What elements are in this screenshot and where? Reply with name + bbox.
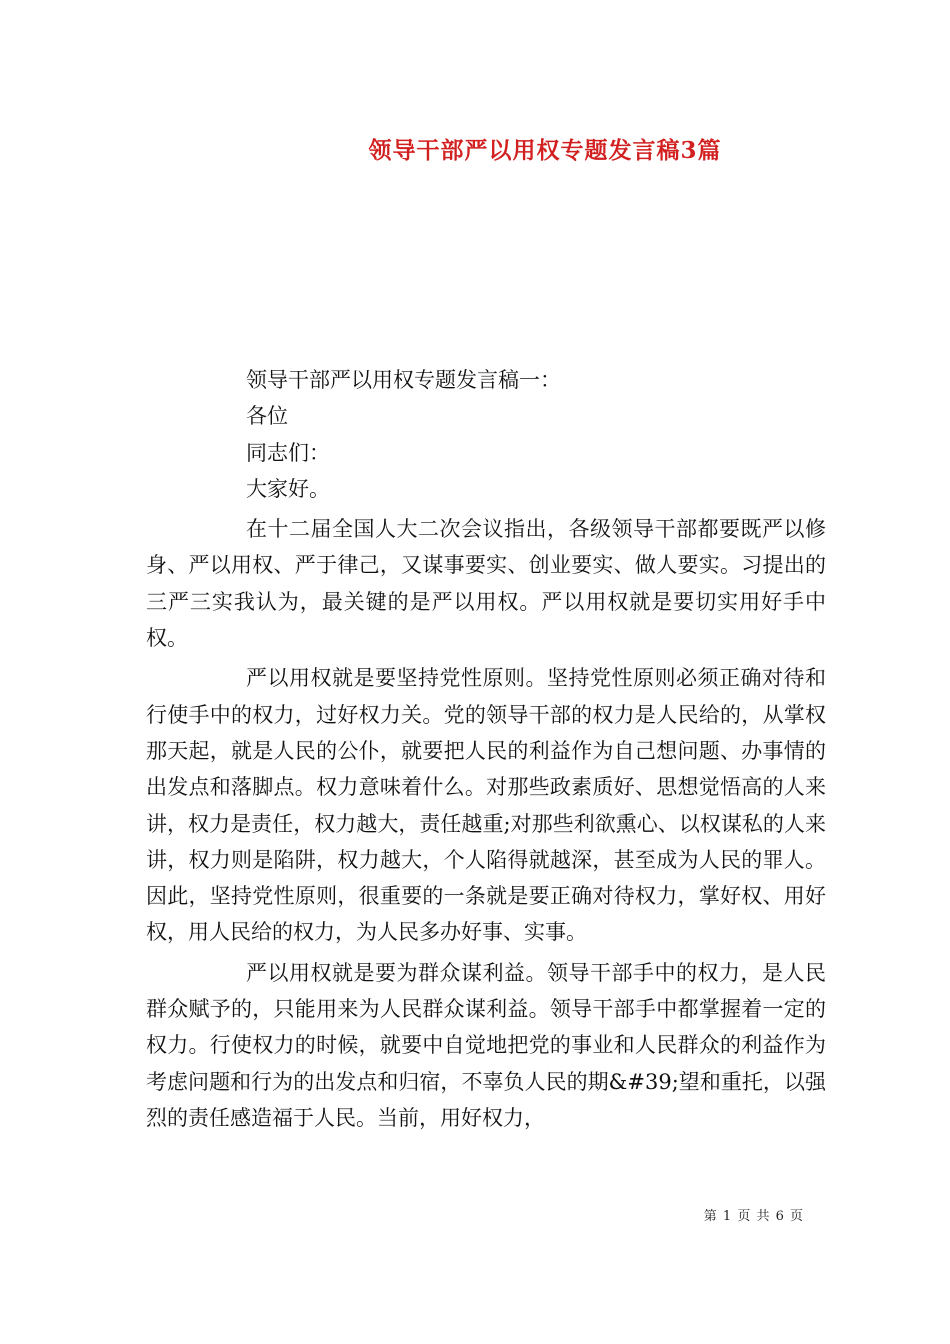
greeting-line: 大家好。: [246, 476, 330, 501]
salutation-line: 同志们：: [246, 440, 330, 465]
salutation-line: 各位: [246, 404, 288, 429]
body-paragraph: 在十二届全国人大二次会议指出，各级领导干部都要既严以修身、严以用权、严于律己，又谋事要实、创业要实、做人要实。习提出的三严三实我认为，最关键的是严以用权。严以用权就是要切实用好手中权。: [146, 517, 826, 651]
body-paragraph: 严以用权就是要坚持党性原则。坚持党性原则必须正确对待和行使手中的权力，过好权力关。党的领导干部的权力是人民给的，从掌权那天起，就是人民的公仆，就要把人民的利益作为自己想问题、办事情的出发点和落脚点。权力意味着什么。对那些政素质好、思想觉悟高的人来讲，权力是责任，权力越大，责任越重;对那些利欲熏心、以权谋私的人来讲，权力则是陷阱，权力越大，个人陷得就越深，甚至成为人民的罪人。因此，坚持党性原则，很重要的一条就是要正确对待权力，掌好权、用好权，用人民给的权力，为人民多办好事、实事。: [146, 666, 826, 945]
document-title: 领导干部严以用权专题发言稿3篇: [368, 137, 722, 164]
body-paragraph: 严以用权就是要为群众谋利益。领导干部手中的权力，是人民群众赋予的，只能用来为人民群众谋利益。领导干部手中都掌握着一定的权力。行使权力的时候，就要中自觉地把党的事业和人民群众的利益作为考虑问题和行为的出发点和归宿，不辜负人民的期&#39;望和重托，以强烈的责任感造福于人民。当前，用好权力，: [146, 960, 826, 1130]
document-body: [146, 362, 826, 1136]
heading-line: 领导干部严以用权专题发言稿一：: [246, 368, 561, 392]
page-number: 第 1 页 共 6 页: [703, 1209, 803, 1224]
